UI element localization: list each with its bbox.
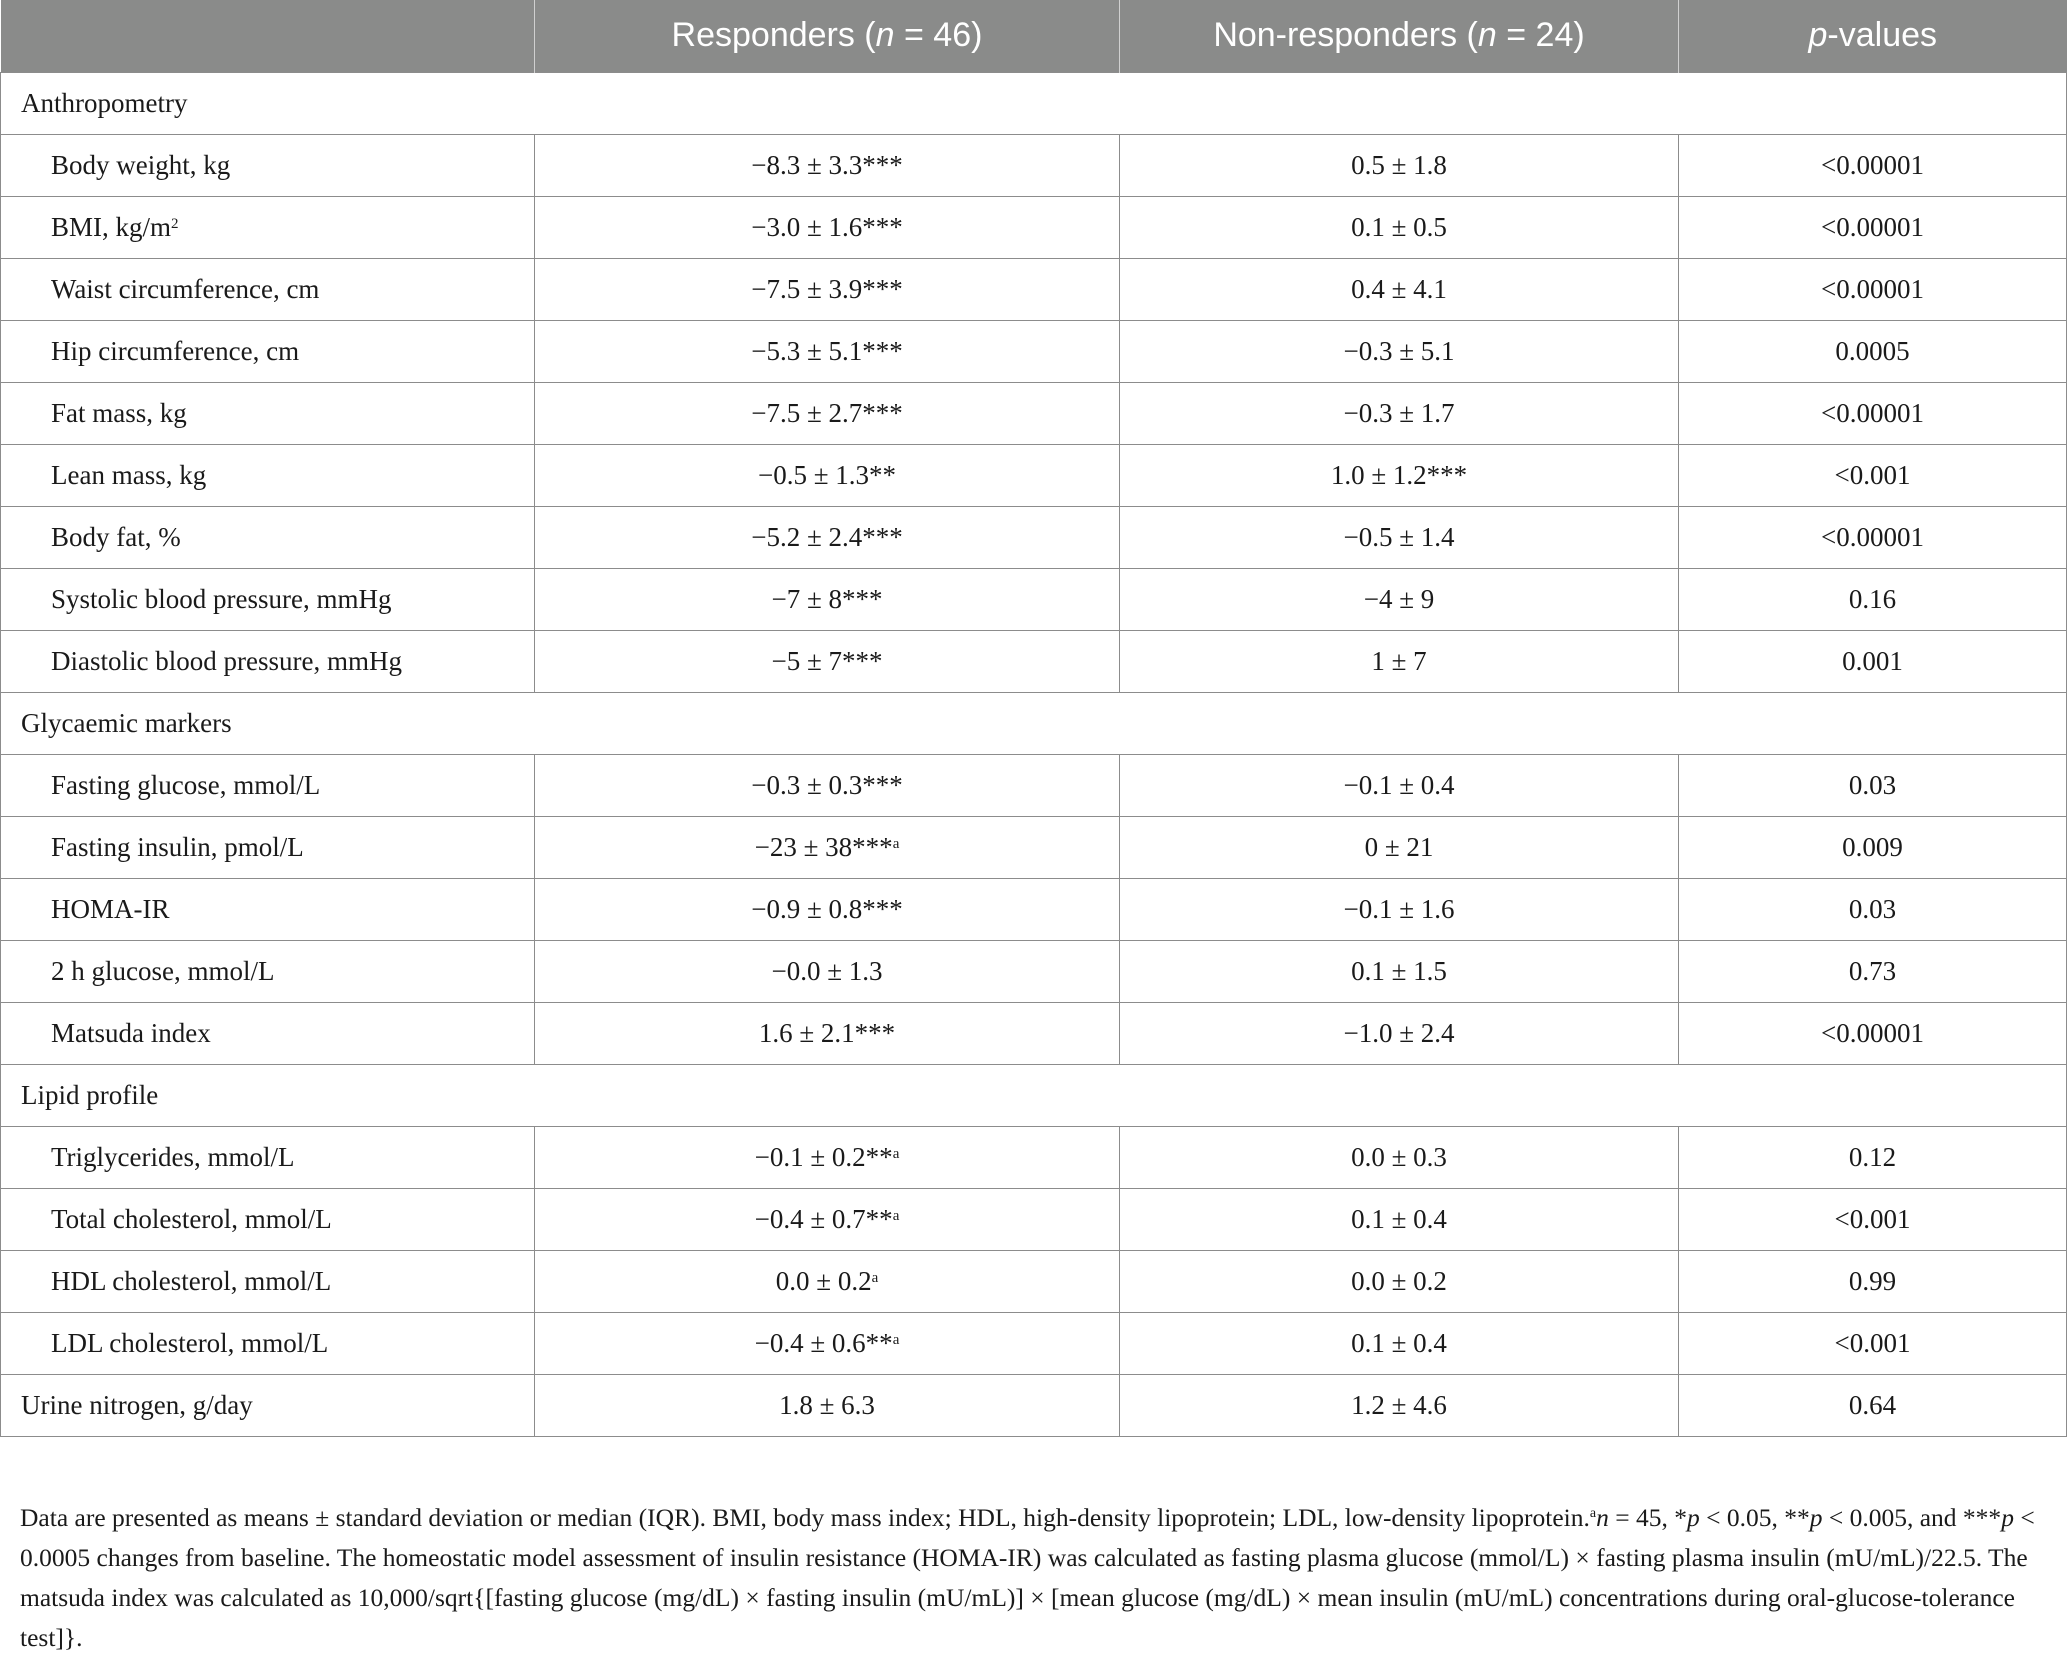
p-value: 0.03: [1679, 754, 2067, 816]
section-row-glycaemic: [1, 692, 2067, 754]
table-row: [1, 196, 2067, 258]
table-row: [1, 1188, 2067, 1250]
p-value: 0.16: [1679, 568, 2067, 630]
row-label: Hip circumference, cm: [1, 320, 535, 382]
responders-value-text: −0.4 ± 0.7**: [754, 1203, 893, 1234]
nonresponders-value: −0.1 ± 0.4: [1120, 754, 1679, 816]
nonresponders-value: −0.5 ± 1.4: [1120, 506, 1679, 568]
header-pvalues-p: p: [1808, 16, 1828, 55]
nonresponders-value: 0.4 ± 4.1: [1120, 258, 1679, 320]
nonresponders-value: 0.5 ± 1.8: [1120, 134, 1679, 196]
responders-value-text: 0.0 ± 0.2: [775, 1265, 872, 1296]
header-responders-n: n: [875, 16, 895, 55]
nonresponders-value: 0.1 ± 0.4: [1120, 1312, 1679, 1374]
row-label-superscript: 2: [171, 215, 179, 232]
row-label-text: BMI, kg/m: [51, 211, 172, 242]
section-row-lipid: [1, 1064, 2067, 1126]
footnote-marker: a: [871, 1269, 879, 1286]
responders-value-text: −23 ± 38***: [754, 831, 893, 862]
section-row-anthropometry: [1, 72, 2067, 134]
p-value: <0.00001: [1679, 196, 2067, 258]
responders-value: [535, 1188, 1120, 1250]
responders-value: [535, 1126, 1120, 1188]
header-nonresponders: [1120, 0, 1679, 72]
table-body: [1, 72, 2067, 1436]
nonresponders-value: −4 ± 9: [1120, 568, 1679, 630]
footnote-p3: p: [2001, 1503, 2014, 1532]
nonresponders-value: 1.2 ± 4.6: [1120, 1374, 1679, 1436]
footnote-marker: a: [892, 1331, 900, 1348]
header-pvalues: [1679, 0, 2067, 72]
responders-value-text: −0.4 ± 0.6**: [754, 1327, 893, 1358]
footnote-p1: p: [1686, 1503, 1700, 1532]
row-label: Total cholesterol, mmol/L: [1, 1188, 535, 1250]
p-value: 0.009: [1679, 816, 2067, 878]
responders-value: −5.3 ± 5.1***: [535, 320, 1120, 382]
responders-value: −3.0 ± 1.6***: [535, 196, 1120, 258]
footnote-text-4: < 0.005, and ***: [1822, 1503, 2002, 1532]
section-label: Lipid profile: [1, 1064, 2067, 1126]
nonresponders-value: 0.1 ± 0.5: [1120, 196, 1679, 258]
table-row: [1, 506, 2067, 568]
nonresponders-value: −0.1 ± 1.6: [1120, 878, 1679, 940]
nonresponders-value: 1 ± 7: [1120, 630, 1679, 692]
nonresponders-value: 0.0 ± 0.3: [1120, 1126, 1679, 1188]
footnote-sup-a: a: [1589, 1506, 1597, 1521]
responders-value: −5 ± 7***: [535, 630, 1120, 692]
responders-value-text: −0.1 ± 0.2**: [754, 1141, 893, 1172]
p-value: <0.001: [1679, 1312, 2067, 1374]
row-label: Urine nitrogen, g/day: [1, 1374, 535, 1436]
header-nonresponders-count: = 24): [1496, 16, 1585, 55]
responders-value: −0.5 ± 1.3**: [535, 444, 1120, 506]
row-label: 2 h glucose, mmol/L: [1, 940, 535, 1002]
row-label: Fat mass, kg: [1, 382, 535, 444]
footnote-p2: p: [1809, 1503, 1823, 1532]
responders-value: −8.3 ± 3.3***: [535, 134, 1120, 196]
nonresponders-value: 0.1 ± 0.4: [1120, 1188, 1679, 1250]
table-header: [1, 0, 2067, 72]
p-value: 0.12: [1679, 1126, 2067, 1188]
header-responders-count: = 46): [894, 16, 983, 55]
table-row: [1, 444, 2067, 506]
responders-value: 1.6 ± 2.1***: [535, 1002, 1120, 1064]
nonresponders-value: 1.0 ± 1.2***: [1120, 444, 1679, 506]
p-value: 0.03: [1679, 878, 2067, 940]
table-row: [1, 754, 2067, 816]
responders-value: −0.0 ± 1.3: [535, 940, 1120, 1002]
header-responders-text: Responders (: [671, 16, 876, 55]
p-value: <0.001: [1679, 444, 2067, 506]
responders-value: 1.8 ± 6.3: [535, 1374, 1120, 1436]
responders-value: [535, 1250, 1120, 1312]
nonresponders-value: 0.1 ± 1.5: [1120, 940, 1679, 1002]
row-label: Diastolic blood pressure, mmHg: [1, 630, 535, 692]
responders-value: −0.3 ± 0.3***: [535, 754, 1120, 816]
p-value: 0.001: [1679, 630, 2067, 692]
footnote-marker: a: [892, 835, 900, 852]
p-value: 0.73: [1679, 940, 2067, 1002]
table-row: [1, 320, 2067, 382]
row-label: Lean mass, kg: [1, 444, 535, 506]
header-responders: [535, 0, 1120, 72]
nonresponders-value: 0 ± 21: [1120, 816, 1679, 878]
footnote-text-1: Data are presented as means ± standard deviation or median (IQR). BMI, body mass index; HDL, high-density lipoprotein; LDL, low-density lipoprotein.: [20, 1503, 1590, 1532]
table-row: [1, 1250, 2067, 1312]
section-label: Glycaemic markers: [1, 692, 2067, 754]
table-row: [1, 940, 2067, 1002]
responders-value: −5.2 ± 2.4***: [535, 506, 1120, 568]
row-label: Triglycerides, mmol/L: [1, 1126, 535, 1188]
table-footnote: [20, 1498, 2050, 1658]
row-label: LDL cholesterol, mmol/L: [1, 1312, 535, 1374]
nonresponders-value: −1.0 ± 2.4: [1120, 1002, 1679, 1064]
footnote-n: n: [1596, 1503, 1609, 1532]
table-row: [1, 816, 2067, 878]
header-row: [1, 0, 2067, 72]
section-label: Anthropometry: [1, 72, 2067, 134]
footnote-marker: a: [892, 1207, 900, 1224]
row-label: Fasting glucose, mmol/L: [1, 754, 535, 816]
footnote-text-5: < 0.0005 changes from baseline. The homeostatic model assessment of insulin resistance (HOMA-IR) was calculated as fasting plasma glucose (mmol/L) × fasting plasma insulin (mU/mL)/22.5. The matsuda index was calculated as 10,000/sqrt{[fasting glucose (mg/dL) × fasting insulin (mU/mL)] × [mean glucose (mg/dL) × mean insulin (mU/mL) concentrations during oral-glucose-tolerance test]}.: [20, 1503, 2035, 1652]
responders-value: −7.5 ± 2.7***: [535, 382, 1120, 444]
p-value: <0.001: [1679, 1188, 2067, 1250]
row-label: Waist circumference, cm: [1, 258, 535, 320]
row-label: Body fat, %: [1, 506, 535, 568]
p-value: <0.00001: [1679, 382, 2067, 444]
row-label: Body weight, kg: [1, 134, 535, 196]
row-label: Systolic blood pressure, mmHg: [1, 568, 535, 630]
table-row: [1, 258, 2067, 320]
p-value: <0.00001: [1679, 258, 2067, 320]
p-value: 0.0005: [1679, 320, 2067, 382]
nonresponders-value: −0.3 ± 5.1: [1120, 320, 1679, 382]
row-label: [1, 196, 535, 258]
table-row: [1, 134, 2067, 196]
p-value: 0.99: [1679, 1250, 2067, 1312]
table-row: [1, 878, 2067, 940]
footnote-text-3: < 0.05, **: [1699, 1503, 1810, 1532]
p-value: <0.00001: [1679, 134, 2067, 196]
header-blank: [1, 0, 535, 72]
footnote-marker: a: [892, 1145, 900, 1162]
p-value: <0.00001: [1679, 1002, 2067, 1064]
header-nonresponders-n: n: [1477, 16, 1497, 55]
responders-value: −7.5 ± 3.9***: [535, 258, 1120, 320]
nonresponders-value: 0.0 ± 0.2: [1120, 1250, 1679, 1312]
row-label: HOMA-IR: [1, 878, 535, 940]
p-value: 0.64: [1679, 1374, 2067, 1436]
responders-value: [535, 816, 1120, 878]
table-row: [1, 1126, 2067, 1188]
responders-value: −0.9 ± 0.8***: [535, 878, 1120, 940]
table-row: [1, 1374, 2067, 1436]
table-row: [1, 1312, 2067, 1374]
row-label: Fasting insulin, pmol/L: [1, 816, 535, 878]
table-row: [1, 568, 2067, 630]
footnote-text-2: = 45, *: [1608, 1503, 1687, 1532]
p-value: <0.00001: [1679, 506, 2067, 568]
responders-value: [535, 1312, 1120, 1374]
nonresponders-value: −0.3 ± 1.7: [1120, 382, 1679, 444]
row-label: Matsuda index: [1, 1002, 535, 1064]
table-row: [1, 1002, 2067, 1064]
header-nonresponders-text: Non-responders (: [1213, 16, 1478, 55]
row-label: HDL cholesterol, mmol/L: [1, 1250, 535, 1312]
header-pvalues-text: -values: [1827, 16, 1938, 55]
table-row: [1, 382, 2067, 444]
responders-value: −7 ± 8***: [535, 568, 1120, 630]
table-row: [1, 630, 2067, 692]
